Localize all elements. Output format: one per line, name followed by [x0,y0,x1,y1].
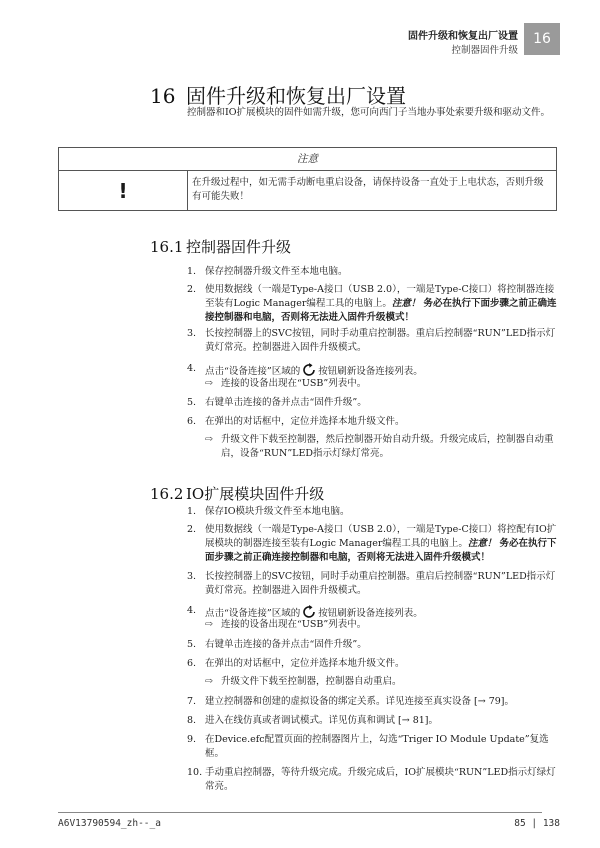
section-heading-16-2 [150,483,324,504]
result-text: 升级文件下载至控制器，控制器自动重启。 [221,676,402,687]
step-text: 建立控制器和创建的虚拟设备的绑定关系。详见连接至真实设备 [→ 79]。 [205,696,515,707]
step-number: 4. [187,363,197,374]
exclamation-symbol: ! [118,178,128,203]
step-text: 点击“设备连接”区域的 [205,366,301,377]
step-number: 1. [187,266,197,277]
step-item [187,570,557,598]
step-item [187,505,557,519]
warning-label: 注意！ [391,298,421,309]
notice-box [58,147,557,211]
step-text: 右键单击连接的备并点击“固件升级”。 [205,397,367,408]
step-result [205,675,557,689]
step-item [187,396,557,410]
result-text: 连接的设备出现在“USB”列表中。 [221,619,367,630]
step-item [187,327,557,355]
step-text: 点击“设备连接”区域的 [205,608,301,619]
step-item [187,766,557,794]
step-item [187,283,557,325]
footer-divider [58,812,542,813]
step-number: 2. [187,284,197,295]
step-item [187,638,557,652]
warning-text: 务必在执行下面步骤之前正确连接控制器和电脑，否则将无法进入固件升级模式！ [205,298,557,323]
step-text-suffix: 按钮刷新设备连接列表。 [318,608,423,619]
notice-heading: 注意 [59,148,556,171]
step-number: 4. [187,605,197,616]
step-text: 使用数据线（一端是Type-A接口（USB 2.0），一端是Type-C接口）将控制器连接至装有Logic Manager编程工具的电脑上。 [205,284,555,309]
step-number: 3. [187,328,197,339]
running-header-subtitle: 控制器固件升级 [451,45,518,56]
chapter-intro: 控制器和IO扩展模块的固件如需升级，您可向西门子当地办事处索要升级和驱动文件。 [187,107,551,118]
step-text: 长按控制器上的SVC按钮，同时手动重启控制器。重启后控制器“RUN”LED指示灯黄灯常亮。控制器进入固件升级模式。 [205,571,556,596]
step-text: 保存IO模块升级文件至本地电脑。 [205,506,350,517]
page-number: 85 | 138 [514,818,560,829]
step-number: 1. [187,506,197,517]
notice-text: 在升级过程中，如无需手动断电重启设备，请保持设备一直处于上电状态，否则升级有可能失败！ [192,177,544,202]
chapter-badge: 16 [524,23,560,55]
step-number: 2. [187,524,197,535]
step-number: 8. [187,715,197,726]
step-item [187,523,557,565]
step-text: 长按控制器上的SVC按钮，同时手动重启控制器。重启后控制器“RUN”LED指示灯黄灯常亮。控制器进入固件升级模式。 [205,328,556,353]
result-arrow-icon: ⇨ [205,676,213,687]
step-text: 在弹出的对话框中，定位并选择本地升级文件。 [205,658,405,669]
result-arrow-icon: ⇨ [205,434,213,445]
step-text: 在Device.efc配置页面的控制器图片上，勾选“Triger IO Module Update”复选框。 [205,734,549,759]
result-text: 连接的设备出现在“USB”列表中。 [221,378,367,389]
step-text: 进入在线仿真或者调试模式。详见仿真和调试 [→ 81]。 [205,715,439,726]
step-item [187,695,557,709]
document-id: A6V13790594_zh--_a [58,818,161,829]
step-number: 7. [187,696,197,707]
step-number: 3. [187,571,197,582]
step-text: 使用数据线（一端是Type-A接口（USB 2.0），一端是Type-C接口）将控配有IO扩展模块的制器连接至装有Logic Manager编程工具的电脑上。 [205,524,557,549]
step-item [187,265,557,279]
result-arrow-icon: ⇨ [205,619,213,630]
section-number: 16.2 [150,485,184,503]
step-text: 在弹出的对话框中，定位并选择本地升级文件。 [205,416,405,427]
warning-label: 注意！ [467,538,497,549]
section-title: IO扩展模块固件升级 [186,485,325,503]
step-item [187,733,557,761]
step-number: 6. [187,416,197,427]
step-number: 6. [187,658,197,669]
step-number: 10. [187,767,203,778]
step-item [187,714,557,728]
chapter-number: 16 [150,84,176,108]
step-text-suffix: 按钮刷新设备连接列表。 [318,366,423,377]
section-number: 16.1 [150,238,184,256]
section-heading-16-1 [150,236,291,257]
result-arrow-icon: ⇨ [205,378,213,389]
result-text: 升级文件下载至控制器，然后控制器开始自动升级。升级完成后，控制器自动重启，设备“RUN”LED指示灯绿灯常亮。 [221,434,554,459]
step-number: 9. [187,734,197,745]
step-result [205,377,557,391]
step-text: 手动重启控制器，等待升级完成。升级完成后，IO扩展模块“RUN”LED指示灯绿灯常亮。 [205,767,556,792]
section-title: 控制器固件升级 [186,238,292,256]
exclamation-icon [59,171,188,210]
running-header-title: 固件升级和恢复出厂设置 [408,31,518,42]
step-text: 保存控制器升级文件至本地电脑。 [205,266,348,277]
step-item [187,415,557,429]
step-result [205,618,557,632]
step-number: 5. [187,639,197,650]
step-item [187,657,557,671]
chapter-title: 固件升级和恢复出厂设置 [186,84,406,108]
refresh-icon [301,362,317,378]
chapter-heading [150,80,406,109]
step-result [205,433,557,461]
warning-text: 务必在执行下面步骤之前正确连接控制器和电脑，否则将无法进入固件升级模式！ [205,538,557,563]
step-text: 右键单击连接的备并点击“固件升级”。 [205,639,367,650]
step-number: 5. [187,397,197,408]
